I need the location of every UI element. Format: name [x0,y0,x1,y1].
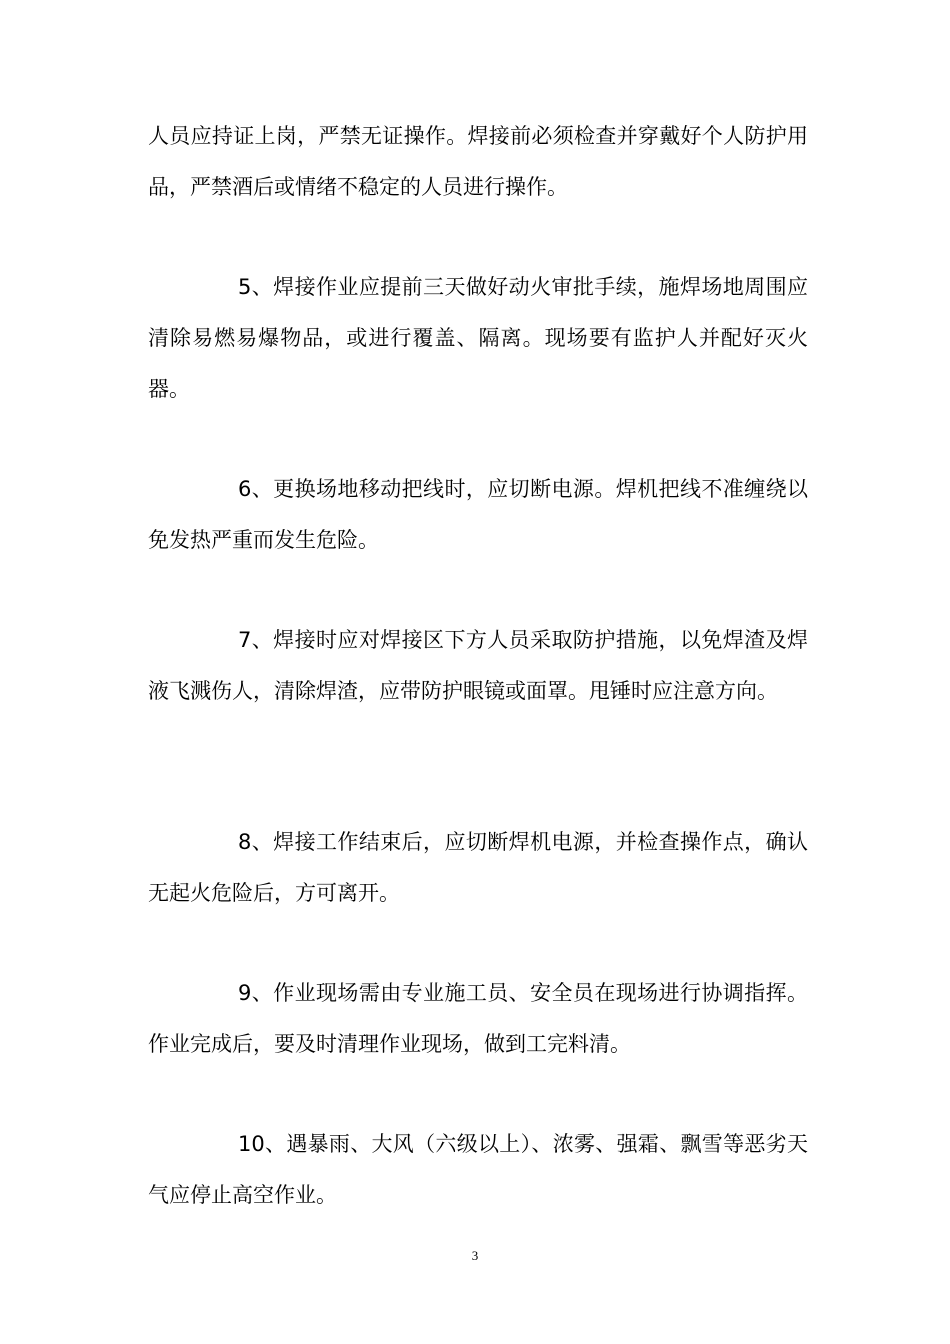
page-number: 3 [471,1248,479,1263]
paragraph-item-7 [148,615,808,717]
paragraph-item-6 [148,464,808,566]
paragraph-item-10 [148,1119,808,1221]
paragraph-item-9 [148,968,808,1070]
paragraph-text: 5、焊接作业应提前三天做好动火审批手续，施焊场地周围应清除易燃易爆物品，或进行覆盖、隔离。现场要有监护人并配好灭火器。 [148,275,808,401]
paragraph-text: 10、遇暴雨、大风（六级以上）、浓雾、强霜、飘雪等恶劣天气应停止高空作业。 [148,1132,808,1207]
paragraph-text: 8、焊接工作结束后，应切断焊机电源，并检查操作点，确认无起火危险后，方可离开。 [148,830,808,905]
paragraph-text: 6、更换场地移动把线时，应切断电源。焊机把线不准缠绕以免发热严重而发生危险。 [148,477,808,552]
paragraph-item-5 [148,262,808,415]
paragraph-text: 人员应持证上岗，严禁无证操作。焊接前必须检查并穿戴好个人防护用品，严禁酒后或情绪不稳定的人员进行操作。 [148,124,808,199]
paragraph-continuation [148,111,808,213]
paragraph-item-8 [148,817,808,919]
paragraph-text: 7、焊接时应对焊接区下方人员采取防护措施，以免焊渣及焊液飞溅伤人，清除焊渣，应带防护眼镜或面罩。甩锤时应注意方向。 [148,628,808,703]
paragraph-text: 9、作业现场需由专业施工员、安全员在现场进行协调指挥。作业完成后，要及时清理作业现场，做到工完料清。 [148,981,808,1056]
